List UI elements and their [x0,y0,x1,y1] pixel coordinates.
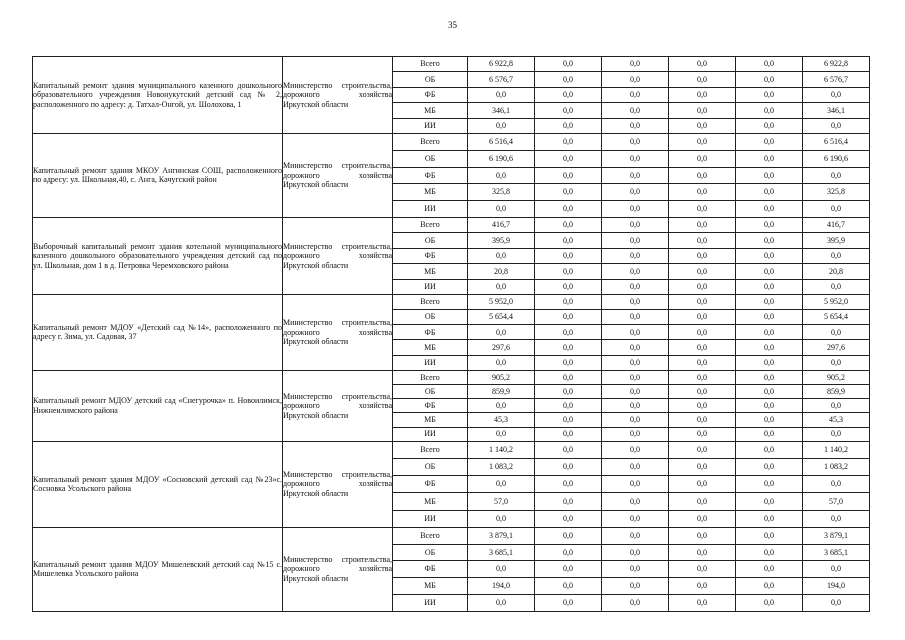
year-value: 0,0 [535,370,602,384]
year-value: 0,0 [736,184,803,201]
funding-source: МБ [393,103,468,118]
year-value: 0,0 [669,294,736,309]
responsible-executor: Министерство строительства, дорожного хозяйства Иркутской области [283,217,393,294]
year-value: 0,0 [602,458,669,475]
year-value: 0,0 [669,561,736,578]
year-value: 0,0 [736,217,803,232]
year-value: 0,0 [602,325,669,340]
year-value: 0,0 [468,355,535,370]
year-value: 0,0 [602,118,669,133]
total-value: 395,9 [803,233,870,248]
year-value: 325,8 [468,184,535,201]
year-value: 0,0 [535,476,602,493]
year-value: 0,0 [602,413,669,427]
year-value: 0,0 [669,578,736,595]
year-value: 0,0 [669,233,736,248]
year-value: 0,0 [602,441,669,458]
total-value: 0,0 [803,118,870,133]
year-value: 0,0 [535,118,602,133]
table-row [33,441,870,458]
year-value: 0,0 [535,310,602,325]
year-value: 0,0 [535,217,602,232]
year-value: 0,0 [602,340,669,355]
total-value: 6 576,7 [803,72,870,87]
funding-source: ОБ [393,310,468,325]
year-value: 297,6 [468,340,535,355]
total-value: 0,0 [803,355,870,370]
year-value: 0,0 [535,355,602,370]
year-value: 5 952,0 [468,294,535,309]
year-value: 0,0 [736,72,803,87]
year-value: 0,0 [468,476,535,493]
funding-source: ОБ [393,72,468,87]
funding-source: ФБ [393,399,468,413]
year-value: 0,0 [736,150,803,167]
funding-source: ОБ [393,458,468,475]
year-value: 0,0 [736,133,803,150]
year-value: 0,0 [602,279,669,294]
year-value: 0,0 [602,264,669,279]
year-value: 0,0 [736,340,803,355]
year-value: 0,0 [602,476,669,493]
funding-source: ФБ [393,248,468,263]
year-value: 0,0 [669,118,736,133]
total-value: 1 140,2 [803,441,870,458]
funding-source: ИИ [393,510,468,527]
year-value: 0,0 [535,72,602,87]
total-value: 3 685,1 [803,544,870,561]
total-value: 297,6 [803,340,870,355]
year-value: 0,0 [535,184,602,201]
year-value: 0,0 [602,217,669,232]
year-value: 0,0 [535,264,602,279]
total-value: 1 083,2 [803,458,870,475]
year-value: 0,0 [736,57,803,72]
total-value: 0,0 [803,510,870,527]
year-value: 0,0 [669,427,736,441]
year-value: 859,9 [468,385,535,399]
year-value: 0,0 [669,87,736,102]
funding-source: Всего [393,370,468,384]
year-value: 0,0 [535,594,602,611]
total-value: 0,0 [803,561,870,578]
page-number: 35 [448,20,457,30]
responsible-executor: Министерство строительства, дорожного хозяйства Иркутской области [283,133,393,217]
year-value: 346,1 [468,103,535,118]
funding-source: МБ [393,578,468,595]
year-value: 0,0 [736,493,803,510]
funding-source: Всего [393,294,468,309]
funding-source: ИИ [393,279,468,294]
year-value: 0,0 [736,279,803,294]
year-value: 0,0 [535,441,602,458]
table-row [33,217,870,232]
year-value: 0,0 [669,201,736,218]
total-value: 346,1 [803,103,870,118]
year-value: 0,0 [669,413,736,427]
year-value: 0,0 [468,248,535,263]
funding-source: МБ [393,413,468,427]
total-value: 325,8 [803,184,870,201]
table-row [33,527,870,544]
year-value: 0,0 [602,544,669,561]
total-value: 0,0 [803,399,870,413]
year-value: 0,0 [602,103,669,118]
year-value: 0,0 [669,370,736,384]
total-value: 5 952,0 [803,294,870,309]
funding-source: ФБ [393,325,468,340]
funding-source: ФБ [393,561,468,578]
total-value: 3 879,1 [803,527,870,544]
year-value: 0,0 [468,201,535,218]
year-value: 0,0 [736,233,803,248]
year-value: 0,0 [535,150,602,167]
year-value: 0,0 [602,233,669,248]
total-value: 0,0 [803,476,870,493]
year-value: 0,0 [468,510,535,527]
year-value: 0,0 [535,399,602,413]
responsible-executor: Министерство строительства, дорожного хозяйства Иркутской области [283,370,393,441]
funding-source: Всего [393,57,468,72]
year-value: 0,0 [602,167,669,184]
table-row [33,133,870,150]
year-value: 0,0 [669,385,736,399]
object-description: Выборочный капитальный ремонт здания котельной муниципального казенного дошкольного образовательного учреждения детский сад по ул. Школьная, дом 1 в д. Петровка Черемховского района [33,217,283,294]
year-value: 0,0 [736,264,803,279]
funding-source: МБ [393,184,468,201]
total-value: 45,3 [803,413,870,427]
object-description: Капитальный ремонт МДОУ детский сад «Снегурочка» п. Новоилимск, Нижнеилимского района [33,370,283,441]
year-value: 0,0 [535,248,602,263]
object-description: Капитальный ремонт здания МКОУ Ангинская СОШ, расположенного по адресу: ул. Школьная,40, с. Анга, Качугский район [33,133,283,217]
funding-source: ОБ [393,385,468,399]
year-value: 6 516,4 [468,133,535,150]
funding-source: Всего [393,133,468,150]
responsible-executor: Министерство строительства, дорожного хозяйства Иркутской области [283,57,393,134]
year-value: 0,0 [669,217,736,232]
funding-source: ИИ [393,201,468,218]
year-value: 0,0 [535,133,602,150]
year-value: 0,0 [736,118,803,133]
funding-source: МБ [393,493,468,510]
year-value: 0,0 [535,103,602,118]
year-value: 0,0 [468,167,535,184]
year-value: 0,0 [602,248,669,263]
year-value: 0,0 [736,310,803,325]
year-value: 0,0 [669,544,736,561]
year-value: 0,0 [602,427,669,441]
year-value: 0,0 [602,493,669,510]
year-value: 0,0 [535,167,602,184]
total-value: 20,8 [803,264,870,279]
table-row [33,57,870,72]
year-value: 0,0 [468,427,535,441]
object-description: Капитальный ремонт здания МДОУ Мишелевский детский сад №15 с. Мишелевка Усольского района [33,527,283,611]
funding-source: ОБ [393,150,468,167]
year-value: 0,0 [602,370,669,384]
year-value: 3 879,1 [468,527,535,544]
year-value: 57,0 [468,493,535,510]
year-value: 0,0 [669,310,736,325]
year-value: 0,0 [602,150,669,167]
total-value: 194,0 [803,578,870,595]
year-value: 0,0 [669,103,736,118]
responsible-executor: Министерство строительства, дорожного хозяйства Иркутской области [283,527,393,611]
year-value: 0,0 [535,493,602,510]
year-value: 0,0 [602,527,669,544]
year-value: 0,0 [468,561,535,578]
year-value: 6 576,7 [468,72,535,87]
total-value: 0,0 [803,167,870,184]
year-value: 0,0 [602,87,669,102]
year-value: 0,0 [736,544,803,561]
year-value: 0,0 [602,594,669,611]
funding-source: ИИ [393,355,468,370]
year-value: 0,0 [736,527,803,544]
year-value: 0,0 [535,233,602,248]
year-value: 0,0 [669,441,736,458]
year-value: 0,0 [468,118,535,133]
year-value: 0,0 [535,385,602,399]
year-value: 0,0 [736,458,803,475]
total-value: 6 922,8 [803,57,870,72]
year-value: 0,0 [669,458,736,475]
year-value: 0,0 [669,340,736,355]
year-value: 6 190,6 [468,150,535,167]
year-value: 0,0 [669,325,736,340]
year-value: 0,0 [535,561,602,578]
year-value: 0,0 [669,493,736,510]
object-description: Капитальный ремонт здания МДОУ «Сосновский детский сад №23»с. Сосновка Усольского района [33,441,283,527]
year-value: 0,0 [736,87,803,102]
year-value: 0,0 [602,184,669,201]
year-value: 0,0 [736,578,803,595]
year-value: 0,0 [602,201,669,218]
year-value: 905,2 [468,370,535,384]
year-value: 0,0 [736,201,803,218]
year-value: 0,0 [535,413,602,427]
year-value: 0,0 [736,399,803,413]
year-value: 0,0 [669,184,736,201]
funding-source: МБ [393,340,468,355]
funding-table [32,56,870,612]
year-value: 0,0 [535,578,602,595]
funding-source: ФБ [393,476,468,493]
total-value: 905,2 [803,370,870,384]
year-value: 0,0 [736,476,803,493]
year-value: 0,0 [602,355,669,370]
funding-source: ИИ [393,427,468,441]
year-value: 0,0 [669,264,736,279]
year-value: 0,0 [736,355,803,370]
year-value: 0,0 [669,476,736,493]
total-value: 0,0 [803,325,870,340]
responsible-executor: Министерство строительства, дорожного хозяйства Иркутской области [283,441,393,527]
object-description: Капитальный ремонт здания муниципального казенного дошкольного образовательного учреждения Новонукутский детский сад № 2, расположенного по адресу: д. Татхал-Онгой, ул. Шолохова, 1 [33,57,283,134]
year-value: 194,0 [468,578,535,595]
total-value: 5 654,4 [803,310,870,325]
total-value: 0,0 [803,427,870,441]
object-description: Капитальный ремонт МДОУ «Детский сад №14», расположенного по адресу г. Зима, ул. Садовая, 37 [33,294,283,370]
total-value: 6 516,4 [803,133,870,150]
funding-source: ОБ [393,544,468,561]
year-value: 0,0 [535,544,602,561]
year-value: 0,0 [736,370,803,384]
year-value: 0,0 [535,201,602,218]
year-value: 0,0 [736,441,803,458]
year-value: 0,0 [602,578,669,595]
year-value: 0,0 [669,72,736,87]
year-value: 0,0 [736,427,803,441]
year-value: 0,0 [669,399,736,413]
year-value: 0,0 [468,87,535,102]
year-value: 0,0 [602,57,669,72]
year-value: 1 140,2 [468,441,535,458]
year-value: 0,0 [602,310,669,325]
year-value: 3 685,1 [468,544,535,561]
year-value: 0,0 [736,510,803,527]
year-value: 0,0 [736,561,803,578]
year-value: 0,0 [535,427,602,441]
year-value: 6 922,8 [468,57,535,72]
funding-source: Всего [393,217,468,232]
year-value: 0,0 [669,57,736,72]
year-value: 0,0 [736,385,803,399]
year-value: 0,0 [669,527,736,544]
total-value: 0,0 [803,87,870,102]
responsible-executor: Министерство строительства, дорожного хозяйства Иркутской области [283,294,393,370]
total-value: 416,7 [803,217,870,232]
funding-source: Всего [393,527,468,544]
year-value: 20,8 [468,264,535,279]
total-value: 0,0 [803,248,870,263]
year-value: 0,0 [669,355,736,370]
funding-source: ИИ [393,118,468,133]
total-value: 6 190,6 [803,150,870,167]
year-value: 0,0 [468,325,535,340]
total-value: 0,0 [803,279,870,294]
year-value: 0,0 [736,103,803,118]
year-value: 45,3 [468,413,535,427]
year-value: 0,0 [602,294,669,309]
year-value: 0,0 [468,279,535,294]
year-value: 0,0 [736,413,803,427]
year-value: 0,0 [535,279,602,294]
table-row [33,370,870,384]
year-value: 0,0 [736,167,803,184]
year-value: 0,0 [602,133,669,150]
funding-source: ОБ [393,233,468,248]
funding-source: ФБ [393,87,468,102]
year-value: 0,0 [535,510,602,527]
funding-source: Всего [393,441,468,458]
year-value: 0,0 [602,385,669,399]
year-value: 0,0 [535,340,602,355]
year-value: 0,0 [602,399,669,413]
year-value: 0,0 [736,248,803,263]
funding-source: ИИ [393,594,468,611]
year-value: 0,0 [736,294,803,309]
year-value: 0,0 [669,248,736,263]
year-value: 0,0 [535,325,602,340]
year-value: 0,0 [736,325,803,340]
year-value: 0,0 [535,87,602,102]
year-value: 0,0 [535,294,602,309]
year-value: 0,0 [602,561,669,578]
year-value: 0,0 [669,510,736,527]
year-value: 416,7 [468,217,535,232]
year-value: 0,0 [669,133,736,150]
year-value: 0,0 [669,594,736,611]
year-value: 5 654,4 [468,310,535,325]
year-value: 0,0 [669,150,736,167]
year-value: 0,0 [468,594,535,611]
year-value: 0,0 [669,279,736,294]
total-value: 0,0 [803,594,870,611]
year-value: 0,0 [736,594,803,611]
year-value: 0,0 [535,57,602,72]
table-body [33,57,870,612]
year-value: 0,0 [535,458,602,475]
funding-source: ФБ [393,167,468,184]
funding-source: МБ [393,264,468,279]
total-value: 0,0 [803,201,870,218]
year-value: 0,0 [602,72,669,87]
year-value: 395,9 [468,233,535,248]
total-value: 57,0 [803,493,870,510]
year-value: 0,0 [535,527,602,544]
table-row [33,294,870,309]
year-value: 0,0 [468,399,535,413]
year-value: 1 083,2 [468,458,535,475]
year-value: 0,0 [669,167,736,184]
year-value: 0,0 [602,510,669,527]
total-value: 859,9 [803,385,870,399]
